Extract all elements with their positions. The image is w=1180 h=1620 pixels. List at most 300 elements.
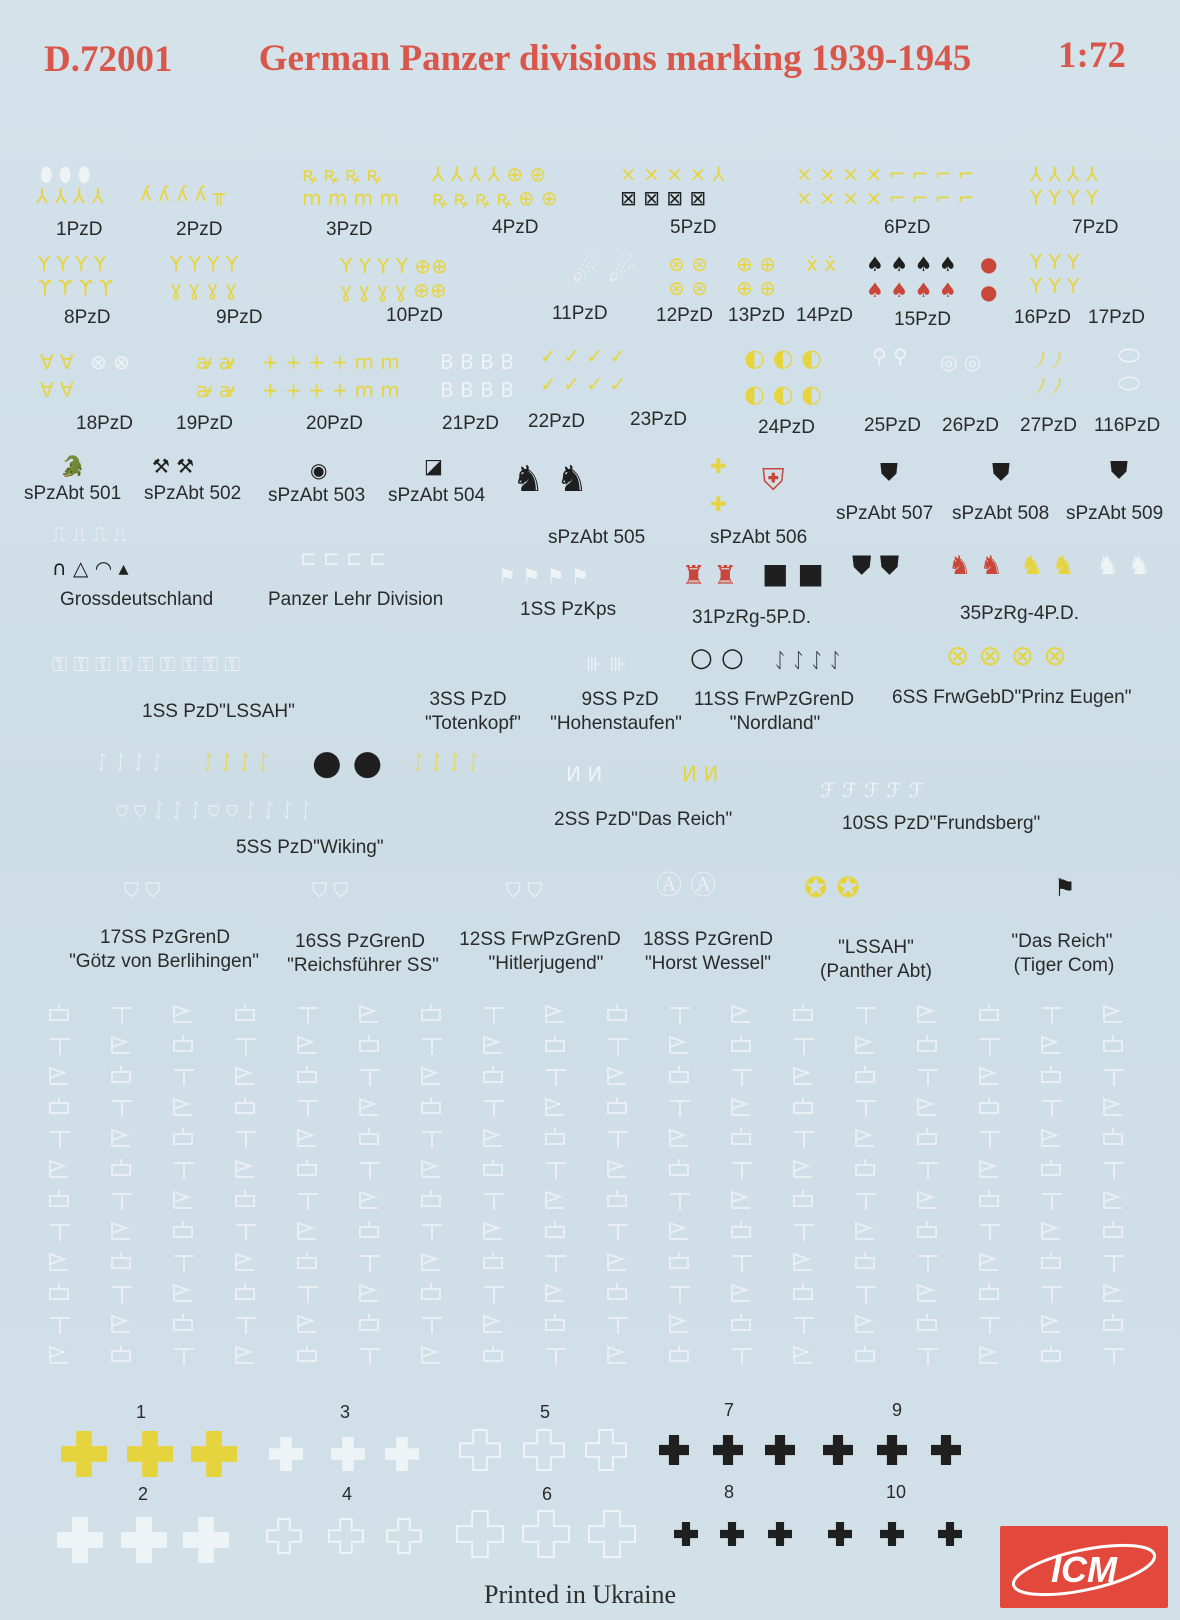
decal-13pzd: ⊕ ⊕ [736, 252, 776, 276]
tactical-symbol [856, 1130, 874, 1146]
tactical-symbol [856, 1194, 876, 1210]
tactical-symbol [174, 1256, 194, 1272]
decal-das-reich-tiger: ⚑ [1054, 874, 1076, 902]
label-6ss: 6SS FrwGebD"Prinz Eugen" [892, 687, 1132, 708]
tactical-symbol [670, 1159, 688, 1175]
balkenkreuz [121, 1517, 167, 1563]
tactical-symbol [50, 1039, 70, 1055]
tactical-symbol [50, 1004, 68, 1020]
decal-12ss: ⛉ ⛉ [506, 878, 543, 902]
tactical-symbol [298, 1287, 318, 1303]
tactical-symbol [484, 1287, 504, 1303]
tactical-symbol [236, 1318, 256, 1334]
tactical-symbol [794, 1161, 812, 1177]
cross-set-number-9: 9 [892, 1400, 903, 1420]
tactical-symbol [1104, 1099, 1122, 1115]
tactical-symbol [794, 1004, 812, 1020]
tactical-symbol [794, 1318, 814, 1334]
decal-12pzd: ⊛ ⊛ [668, 252, 708, 276]
decal-18ss: Ⓐ Ⓐ [656, 871, 717, 901]
label-5pzd: 5PzD [670, 217, 717, 238]
decal-35pzrg-yellow: ♞ ♞ [1020, 551, 1075, 581]
balkenkreuz [823, 1435, 853, 1465]
tactical-symbol [360, 1256, 380, 1272]
tactical-symbol [732, 1070, 752, 1086]
tactical-symbol [670, 1194, 690, 1210]
tactical-symbol [50, 1347, 68, 1363]
tactical-symbol [422, 1039, 442, 1055]
decal-22pzd: ✓ ✓ ✓ ✓ [540, 344, 627, 368]
tactical-symbol [298, 1037, 316, 1053]
decal-lssah-panther: ✪ ✪ [804, 871, 860, 904]
tactical-symbol [546, 1035, 564, 1051]
decal-5pzd: × × × × ⅄ [620, 162, 725, 186]
balkenkreuz [385, 1437, 419, 1471]
balkenkreuz [57, 1517, 103, 1563]
sheet-title: German Panzer divisions marking 1939-1945 [258, 38, 972, 79]
tactical-symbol [1042, 1066, 1060, 1082]
tactical-symbol [174, 1070, 194, 1086]
decal-24pzd: ◐ ◐ ◐ [744, 344, 823, 372]
tactical-symbol [112, 1223, 130, 1239]
tactical-symbol [670, 1008, 690, 1024]
decal-22pzd-b: ✓ ✓ ✓ ✓ [540, 372, 627, 396]
decal-1ss-lssah: ⚿ ⚿ ⚿ ⚿ ⚿ ⚿ ⚿ ⚿ ⚿ [52, 652, 240, 676]
tactical-symbol [856, 1316, 874, 1332]
tactical-symbol [422, 1004, 440, 1020]
label-12pzd: 12PzD [656, 305, 714, 326]
label-7pzd: 7PzD [1072, 217, 1119, 238]
tactical-symbol [608, 1039, 628, 1055]
cross-set-number-2: 2 [138, 1484, 149, 1504]
label-grossdeutschland: Grossdeutschland [60, 589, 214, 610]
tactical-symbol [732, 1285, 750, 1301]
tactical-symbol [174, 1006, 192, 1022]
decal-spzabt507: ⛊ [880, 458, 898, 486]
tactical-symbol [174, 1349, 194, 1365]
tactical-symbol [546, 1314, 564, 1330]
label-8pzd: 8PzD [64, 307, 111, 328]
decal-35pzrg-red: ♞ ♞ [948, 551, 1003, 581]
label-spzabt504: sPzAbt 504 [388, 485, 486, 506]
balkenkreuz [938, 1522, 962, 1546]
tactical-symbol [174, 1285, 192, 1301]
tactical-symbol [980, 1318, 1000, 1334]
tactical-symbol [732, 1163, 752, 1179]
tactical-symbol [422, 1190, 440, 1206]
tactical-symbol [546, 1006, 564, 1022]
label-20pzd: 20PzD [306, 413, 364, 434]
balkenkreuz [828, 1522, 852, 1546]
decal-spzabt508: ⛊ [992, 458, 1010, 486]
tactical-symbol [236, 1068, 254, 1084]
tactical-symbol [1104, 1035, 1122, 1051]
decal-31pzrg: ♜ ♜ [682, 561, 737, 591]
decal-18pzd-b: Ɐ Ɐ [40, 378, 74, 402]
label-9pzd: 9PzD [216, 307, 263, 328]
svg-text:ICM: ICM [1051, 1549, 1117, 1590]
tactical-symbol [484, 1037, 502, 1053]
tactical-symbol [794, 1283, 812, 1299]
decal-8pzd-b: ϒ ϒ ϒ ϒ [38, 276, 113, 300]
decal-24pzd-b: ◐ ◐ ◐ [744, 380, 823, 408]
tactical-symbol [236, 1254, 254, 1270]
tactical-symbol [484, 1194, 504, 1210]
tactical-symbol [112, 1066, 130, 1082]
label-das-reich: 2SS PzD"Das Reich" [554, 809, 733, 830]
tactical-symbol [298, 1345, 316, 1361]
tactical-symbol [360, 1035, 378, 1051]
decal-15pzd-circle: ● [980, 252, 998, 276]
decal-spzabt504: ◪ [424, 454, 443, 478]
printed-in-label: Printed in Ukraine [484, 1580, 677, 1609]
tactical-symbol [546, 1099, 564, 1115]
tactical-symbol [856, 1287, 876, 1303]
decal-3pzd: ꝶ ꝶ ꝶ ꝶ [302, 162, 382, 186]
tactical-symbol [1042, 1287, 1062, 1303]
tactical-symbol [112, 1287, 132, 1303]
tactical-symbol [980, 1190, 998, 1206]
tactical-symbol [732, 1006, 750, 1022]
tactical-symbol [546, 1128, 564, 1144]
decal-15pzd: ♠ ♠ ♠ ♠ [866, 252, 957, 276]
label-18pzd: 18PzD [76, 413, 134, 434]
tactical-symbol [1104, 1349, 1124, 1365]
decal-25pzd: ⚲ ⚲ [872, 344, 908, 368]
tactical-symbol [298, 1008, 318, 1024]
decal-14pzd: ẋ ẋ [806, 252, 837, 276]
decal-9ss: ⊪ ⊪ [586, 652, 628, 676]
label-wiking: 5SS PzD"Wiking" [236, 837, 384, 858]
tactical-symbol [980, 1068, 998, 1084]
tactical-symbol [794, 1225, 814, 1241]
decal-4pzd: ⅄ ⅄ ⅄ ⅄ ⊕ ⊕ [432, 162, 547, 186]
tactical-symbol [1104, 1221, 1122, 1237]
decal-6pzd-b: × × × × ⌐ ⌐ ⌐ ⌐ [796, 186, 975, 210]
balkenkreuz [768, 1522, 792, 1546]
decal-3pzd-m: m m m m [302, 186, 400, 210]
tactical-symbol [360, 1349, 380, 1365]
label-17pzd: 17PzD [1088, 307, 1146, 328]
label-3ss-pzd: 3SS PzD [429, 689, 507, 710]
tactical-symbol [918, 1256, 938, 1272]
icm-logo [1000, 1526, 1168, 1608]
tactical-symbol [1042, 1037, 1060, 1053]
balkenkreuz [387, 1519, 421, 1553]
tactical-symbol [794, 1190, 812, 1206]
tactical-symbol [1104, 1163, 1124, 1179]
tactical-symbol [174, 1035, 192, 1051]
tactical-symbol [298, 1223, 316, 1239]
tactical-symbol [360, 1099, 378, 1115]
tactical-symbol [980, 1097, 998, 1113]
tactical-symbol [236, 1225, 256, 1241]
balkenkreuz [524, 1430, 564, 1470]
decal-26pzd: ◎ ◎ [940, 350, 982, 374]
label-6pzd: 6PzD [884, 217, 931, 238]
balkenkreuz [191, 1431, 237, 1477]
tactical-symbol [112, 1345, 130, 1361]
tactical-symbol [608, 1283, 626, 1299]
tactical-symbol [980, 1283, 998, 1299]
tactical-symbol [856, 1101, 876, 1117]
tactical-symbol [236, 1132, 256, 1148]
tactical-symbol [1104, 1285, 1122, 1301]
decal-20pzd: + + + + m m [262, 350, 400, 374]
label-hitlerjugend: "Hitlerjugend" [488, 953, 604, 974]
tactical-symbol [1042, 1130, 1060, 1146]
decal-20pzd-b: + + + + m m [262, 378, 400, 402]
decal-spzabt506-shield: ⛨ [762, 463, 785, 498]
tactical-symbol [236, 1190, 254, 1206]
label-1ss-pzkps: 1SS PzKps [520, 599, 617, 620]
tactical-symbol [1042, 1159, 1060, 1175]
tactical-symbol [112, 1194, 132, 1210]
label-spzabt503: sPzAbt 503 [268, 485, 366, 506]
label-26pzd: 26PzD [942, 415, 1000, 436]
tactical-symbol [360, 1314, 378, 1330]
tactical-symbol [608, 1347, 626, 1363]
label-22pzd: 22PzD [528, 411, 586, 432]
tactical-symbol [236, 1161, 254, 1177]
tactical-symbol [484, 1223, 502, 1239]
tactical-symbol [794, 1068, 812, 1084]
decal-4pzd-b: ꝶ ꝶ ꝶ ꝶ ⊕ ⊕ [432, 186, 558, 210]
label-15pzd: 15PzD [894, 309, 952, 330]
balkenkreuz [61, 1431, 107, 1477]
tactical-symbol [50, 1132, 70, 1148]
cross-set-number-8: 8 [724, 1482, 735, 1502]
label-horst-wessel: "Horst Wessel" [644, 953, 772, 974]
tactical-symbol [608, 1132, 628, 1148]
tactical-symbol [980, 1254, 998, 1270]
tactical-symbol [174, 1128, 192, 1144]
decal-15pzd-circle-b: ● [980, 280, 998, 304]
label-frundsberg: 10SS PzD"Frundsberg" [842, 813, 1041, 834]
tactical-symbol [546, 1349, 566, 1365]
label-24pzd: 24PzD [758, 417, 816, 438]
cross-set-number-4: 4 [342, 1484, 353, 1504]
tactical-symbol [112, 1101, 132, 1117]
tactical-symbol [670, 1223, 688, 1239]
tactical-symbol [918, 1349, 938, 1365]
tactical-symbol [608, 1254, 626, 1270]
tactical-symbol [794, 1132, 814, 1148]
decal-10pzd-b: ɣ ɣ ɣ ɣ ⊕⊕ [340, 278, 447, 302]
decal-frundsberg: ℱ ℱ ℱ ℱ ℱ [820, 778, 925, 802]
tactical-symbol [918, 1035, 936, 1051]
decal-35pzrg-shield: ⛊ ⛊ [852, 551, 900, 581]
tactical-symbol [732, 1349, 752, 1365]
tactical-symbol [422, 1225, 442, 1241]
label-11pzd: 11PzD [552, 303, 608, 324]
tactical-symbol [50, 1254, 68, 1270]
decal-13pzd-b: ⊕ ⊕ [736, 276, 776, 300]
tactical-symbol-grid [40, 1000, 1150, 1390]
tactical-symbol [236, 1039, 256, 1055]
tactical-symbol [856, 1345, 874, 1361]
decal-wiking-dots: ● ● [312, 743, 383, 783]
cross-set-number-5: 5 [540, 1402, 551, 1422]
tactical-symbol [856, 1252, 874, 1268]
decal-1pzd-white: ⬮ ⬮ ⬮ [40, 162, 91, 186]
decal-9pzd-b: ɣ ɣ ɣ ɣ [170, 276, 237, 300]
label-16pzd: 16PzD [1014, 307, 1072, 328]
label-totenkopf: "Totenkopf" [425, 713, 521, 734]
tactical-symbol [1042, 1252, 1060, 1268]
label-spzabt508: sPzAbt 508 [952, 503, 1050, 524]
tactical-symbol [422, 1068, 440, 1084]
label-13pzd: 13PzD [728, 305, 786, 326]
label-lssah: "LSSAH" [838, 937, 914, 958]
balkenkreuz [713, 1435, 743, 1465]
balkenkreuz [331, 1437, 365, 1471]
label-23pzd: 23PzD [630, 409, 688, 430]
tactical-symbol [1104, 1314, 1122, 1330]
tactical-symbol [1042, 1316, 1060, 1332]
tactical-symbol [236, 1097, 254, 1113]
tactical-symbol [1104, 1192, 1122, 1208]
decal-6ss: ⊗ ⊗ ⊗ ⊗ [946, 639, 1067, 672]
label-11ss: 11SS FrwPzGrenD [693, 689, 855, 710]
tactical-symbol [360, 1006, 378, 1022]
tactical-symbol [422, 1347, 440, 1363]
decal-1ss-pzkps: ⚑ ⚑ ⚑ ⚑ [498, 564, 589, 588]
decal-16ss: ⛉ ⛉ [312, 878, 349, 902]
tactical-symbol [670, 1287, 690, 1303]
tactical-symbol [670, 1130, 688, 1146]
label-12ss: 12SS FrwPzGrenD [459, 929, 621, 950]
decal-16pzd: Y Y Y [1030, 250, 1080, 274]
product-code: D.72001 [44, 39, 173, 80]
decal-panzer-lehr: ⊏ ⊏ ⊏ ⊏ [300, 546, 387, 570]
tactical-symbol [918, 1314, 936, 1330]
label-gotz: "Götz von Berlihingen" [69, 951, 259, 972]
label-10pzd: 10PzD [386, 305, 444, 326]
tactical-symbol [856, 1066, 874, 1082]
decal-21pzd: B B B B [440, 350, 514, 374]
tactical-symbol [484, 1316, 502, 1332]
tactical-symbol [980, 1347, 998, 1363]
tactical-symbol [918, 1006, 936, 1022]
tactical-symbol [422, 1132, 442, 1148]
tactical-symbol [608, 1004, 626, 1020]
tactical-symbol [236, 1004, 254, 1020]
decal-7pzd: ⅄ ⅄ ⅄ ⅄ [1030, 162, 1098, 186]
tactical-symbol [608, 1161, 626, 1177]
label-25pzd: 25PzD [864, 415, 922, 436]
tactical-symbol [1042, 1008, 1062, 1024]
decal-spzabt501: 🐊 [60, 454, 85, 478]
tactical-symbol [298, 1159, 316, 1175]
decal-15pzd-red: ♠ ♠ ♠ ♠ [866, 278, 957, 302]
balkenkreuz [765, 1435, 795, 1465]
balkenkreuz [269, 1437, 303, 1471]
decal-wiking-yellow-b: ᛇ ᛇ ᛇ ᛇ [412, 750, 480, 774]
tactical-symbol [298, 1101, 318, 1117]
tactical-symbol [980, 1039, 1000, 1055]
tactical-symbol [794, 1254, 812, 1270]
label-1pzd: 1PzD [56, 219, 103, 240]
tactical-symbol [1104, 1128, 1122, 1144]
decal-18pzd-white: ⊗ ⊗ [90, 350, 130, 374]
decal-16pzd-b: Y Y Y [1030, 274, 1080, 298]
tactical-symbol [298, 1130, 316, 1146]
tactical-symbol [422, 1283, 440, 1299]
decal-wiking-yellow: ᛇ ᛇ ᛇ ᛇ [202, 750, 270, 774]
label-1ss-lssah: 1SS PzD"LSSAH" [142, 701, 295, 722]
decal-12pzd-b: ⊛ ⊛ [668, 276, 708, 300]
label-3pzd: 3PzD [326, 219, 373, 240]
tactical-symbol [918, 1285, 936, 1301]
balkenkreuz [127, 1431, 173, 1477]
label-21pzd: 21PzD [442, 413, 500, 434]
label-19pzd: 19PzD [176, 413, 234, 434]
tactical-symbol [608, 1068, 626, 1084]
tactical-symbol [360, 1070, 380, 1086]
decal-das-reich: И И [566, 762, 603, 786]
label-spzabt507: sPzAbt 507 [836, 503, 934, 524]
balkenkreuz [267, 1519, 301, 1553]
balkenkreuz [460, 1430, 500, 1470]
tactical-symbol [918, 1221, 936, 1237]
tactical-symbol [50, 1225, 70, 1241]
tactical-symbol [794, 1039, 814, 1055]
label-9ss-pzd: 9SS PzD [581, 689, 659, 710]
label-spzabt502: sPzAbt 502 [144, 483, 242, 504]
balkenkreuz [457, 1511, 503, 1557]
tactical-symbol [856, 1037, 874, 1053]
tactical-symbol [918, 1192, 936, 1208]
tactical-symbol [236, 1283, 254, 1299]
tactical-symbol [980, 1161, 998, 1177]
label-reichsfuhrer: "Reichsführer SS" [287, 955, 439, 976]
label-spzabt509: sPzAbt 509 [1066, 503, 1164, 524]
tactical-symbol [608, 1190, 626, 1206]
tactical-symbol [484, 1066, 502, 1082]
tactical-symbol [112, 1130, 130, 1146]
label-116pzd: 116PzD [1094, 415, 1161, 436]
decal-grossdeutschland: ⎍ ⎍ ⎍ ⎍ [52, 522, 128, 546]
tactical-symbol [174, 1314, 192, 1330]
tactical-symbol [546, 1070, 566, 1086]
tactical-symbol [732, 1314, 750, 1330]
tactical-symbol [298, 1316, 316, 1332]
decal-7pzd-b: Y Y Y Y [1030, 186, 1098, 210]
decal-spzabt506: ✚ [710, 454, 727, 478]
balkenkreuz-crosses [0, 1420, 1000, 1570]
decal-2pzd: ʎ ʎ ʎ ʎ ╥ [140, 182, 225, 206]
tactical-symbol [1042, 1345, 1060, 1361]
balkenkreuz [720, 1522, 744, 1546]
decal-spzabt506-b: ✚ [710, 492, 727, 516]
tactical-symbol [484, 1159, 502, 1175]
tactical-symbol [360, 1285, 378, 1301]
balkenkreuz [659, 1435, 689, 1465]
tactical-symbol [422, 1254, 440, 1270]
tactical-symbol [980, 1004, 998, 1020]
tactical-symbol [856, 1223, 874, 1239]
tactical-symbol [918, 1070, 938, 1086]
label-das-reich-tiger: "Das Reich" [1011, 931, 1113, 952]
balkenkreuz [880, 1522, 904, 1546]
decal-27pzd: ﾉ ﾉ [1036, 348, 1063, 372]
tactical-symbol [732, 1221, 750, 1237]
label-panther-abt: (Panther Abt) [820, 961, 932, 982]
tactical-symbol [856, 1159, 874, 1175]
decal-11ss-runes: ᛇ ᛇ ᛇ ᛇ [774, 648, 842, 672]
tactical-symbol [918, 1163, 938, 1179]
